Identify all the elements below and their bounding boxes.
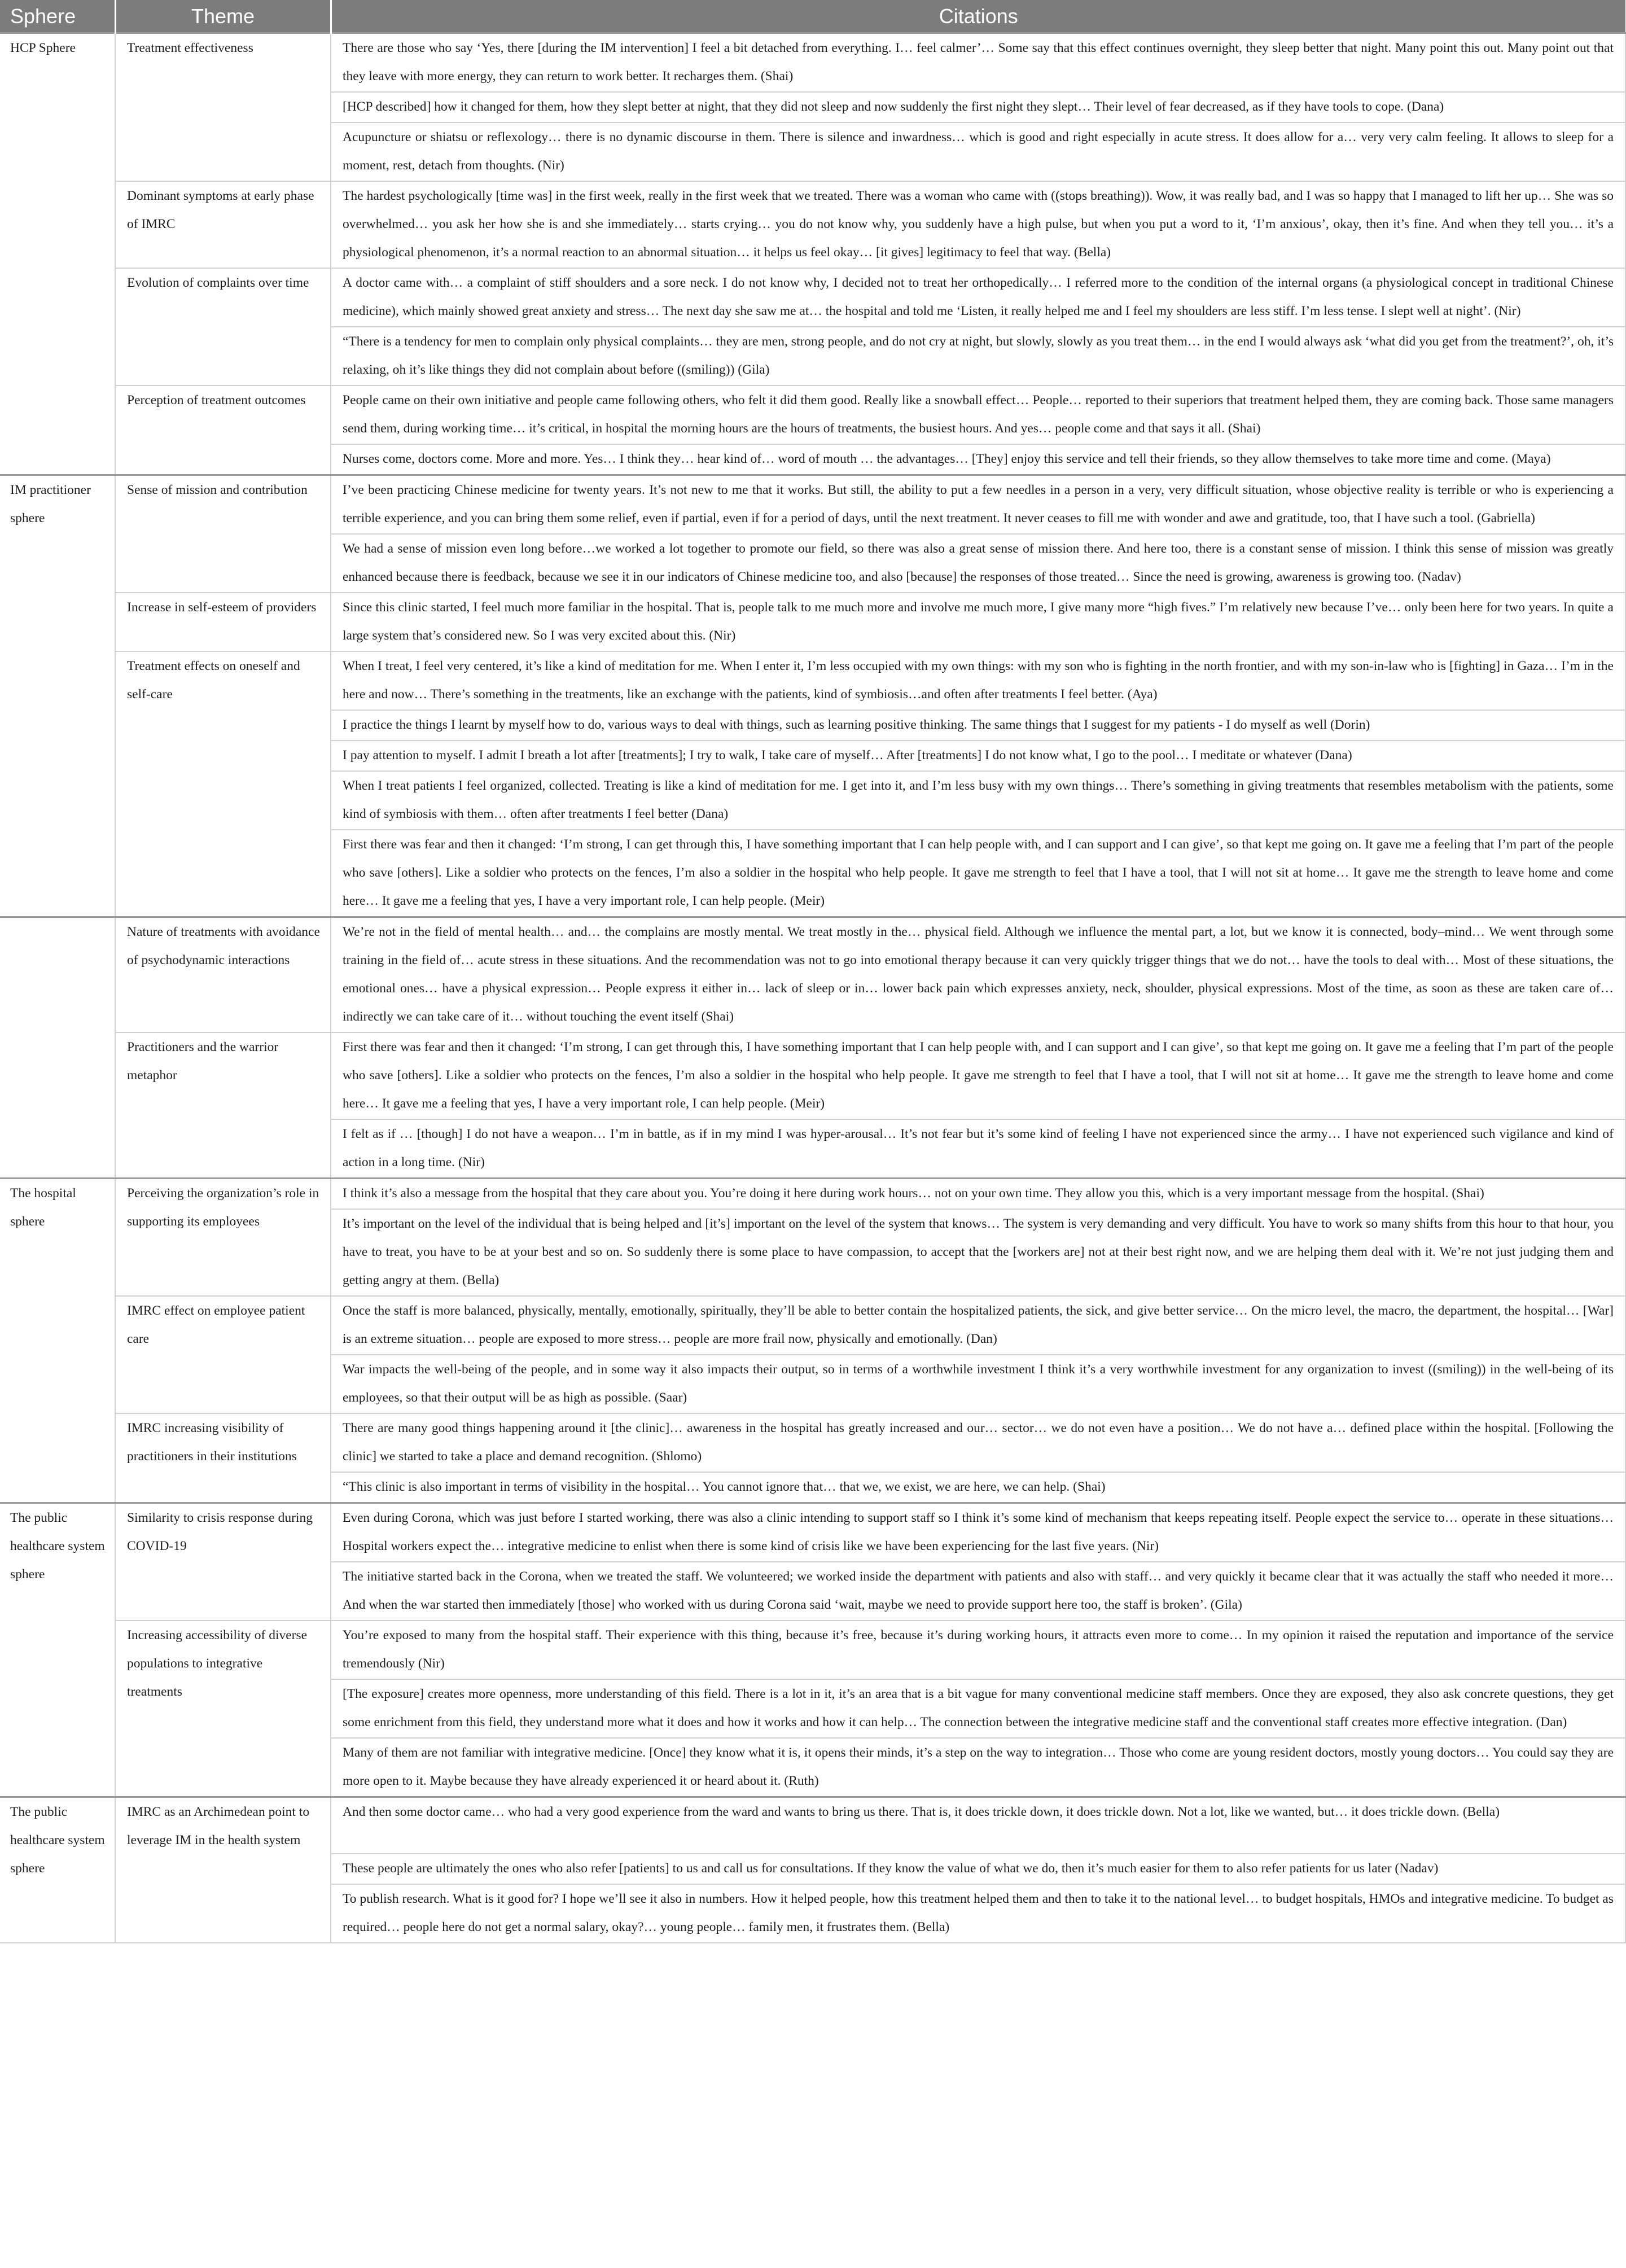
theme-cell: Perception of treatment outcomes xyxy=(115,386,331,475)
citation-cell: I think it’s also a message from the hospital that they care about you. You’re doing it here during work hours… not on your own time. They allow you this, which is a very important message from the hospital. (Shai) xyxy=(331,1179,1625,1210)
citation-cell: Nurses come, doctors come. More and more. Yes… I think they… hear kind of… word of mouth … the advantages… [They] enjoy this service and tell their friends, so they allow themselves to take more time and come. (Maya) xyxy=(331,444,1625,475)
citation-cell: The initiative started back in the Corona, when we treated the staff. We volunteered; we worked inside the department with patients and also with staff… and very quickly it became clear that it was actually the staff who needed it more… And when the war started then immediately [those] who worked with us during Corona said ‘wait, maybe we need to provide support here too, the staff is broken’. (Gila) xyxy=(331,1562,1625,1621)
theme-cell: Perceiving the organization’s role in supporting its employees xyxy=(115,1179,331,1297)
sphere-cell xyxy=(0,917,115,1179)
table-row xyxy=(0,1621,1625,1679)
header-theme: Theme xyxy=(115,0,331,33)
table-row xyxy=(0,33,1625,93)
citation-cell: The hardest psychologically [time was] in the first week, really in the first week that we treated. There was a woman who came with ((stops breathing)). Wow, it was really bad, and I was so happy that I managed to lift her up… She was so overwhelmed… you ask her how she is and she immediately… starts crying… you do not know why, you suddenly have a high pulse, but when you put a word to it, ‘I’m anxious’, okay, then it’s fine. And when they tell you… it’s a physiological phenomenon, it’s a normal reaction to an abnormal situation… it helps us feel okay… [it gives] legitimacy to feel that way. (Bella) xyxy=(331,181,1625,268)
table-row xyxy=(0,1503,1625,1562)
theme-cell: Similarity to crisis response during COVID-19 xyxy=(115,1503,331,1621)
citation-cell: You’re exposed to many from the hospital staff. Their experience with this thing, because it’s free, because it’s during working hours, it attracts even more to come… In my opinion it raised the reputation and importance of the service tremendously (Nir) xyxy=(331,1621,1625,1679)
citation-cell: And then some doctor came… who had a very good experience from the ward and wants to bring us there. That is, it does trickle down, it does trickle down. Not a lot, like we wanted, but… it does trickle down. (Bella) xyxy=(331,1797,1625,1854)
theme-cell: Dominant symptoms at early phase of IMRC xyxy=(115,181,331,268)
citation-cell: There are those who say ‘Yes, there [during the IM intervention] I feel a bit detached from everything. I… feel calmer’… Some say that this effect continues overnight, they sleep better that night. Many point this out. Many point out that they leave with more energy, they can return to work better. It recharges them. (Shai) xyxy=(331,33,1625,93)
sphere-cell: The public healthcare system sphere xyxy=(0,1797,115,1943)
theme-cell: IMRC effect on employee patient care xyxy=(115,1296,331,1413)
citation-cell: Many of them are not familiar with integrative medicine. [Once] they know what it is, it opens their minds, it’s a step on the way to integration… Those who come are young resident doctors, mostly young doctors… You could say they are more open to it. Maybe because they have already experienced it or heard about it. (Ruth) xyxy=(331,1738,1625,1797)
table-row xyxy=(0,593,1625,651)
citation-cell: When I treat patients I feel organized, collected. Treating is like a kind of meditation for me. I get into it, and I’m less busy with my own things… There’s something in giving treatments that resembles metabolism with the patients, some kind of symbiosis with them… often after treatments I feel better (Dana) xyxy=(331,771,1625,830)
theme-cell: Practitioners and the warrior metaphor xyxy=(115,1032,331,1179)
citation-cell: These people are ultimately the ones who also refer [patients] to us and call us for consultations. If they know the value of what we do, then it’s much easier for them to also refer patients for us later (Nadav) xyxy=(331,1854,1625,1884)
sphere-cell: IM practitioner sphere xyxy=(0,475,115,917)
citation-cell: “There is a tendency for men to complain only physical complaints… they are men, strong people, and do not cry at night, but slowly, slowly as you treat them… in the end I would always ask ‘what did you get from the treatment?’, oh, it’s relaxing, oh it’s like things they did not complain about before ((smiling)) (Gila) xyxy=(331,327,1625,386)
table-row xyxy=(0,1797,1625,1854)
citation-cell: There are many good things happening around it [the clinic]… awareness in the hospital has greatly increased and our… sector… we do not even have a position… We do not have a… defined place within the hospital. [Following the clinic] we started to take a place and demand recognition. (Shlomo) xyxy=(331,1413,1625,1472)
theme-cell: Evolution of complaints over time xyxy=(115,268,331,386)
citation-cell: [HCP described] how it changed for them, how they slept better at night, that they did not sleep and now suddenly the first night they slept… Their level of fear decreased, as if they have tools to cope. (Dana) xyxy=(331,92,1625,122)
sphere-cell: HCP Sphere xyxy=(0,33,115,475)
citation-cell: “This clinic is also important in terms of visibility in the hospital… You cannot ignore that… that we, we exist, we are here, we can help. (Shai) xyxy=(331,1472,1625,1503)
table-row xyxy=(0,1296,1625,1355)
theme-cell: Increase in self-esteem of providers xyxy=(115,593,331,651)
header-sphere: Sphere xyxy=(0,0,115,33)
table-body xyxy=(0,33,1625,1943)
citation-cell: We’re not in the field of mental health… and… the complains are mostly mental. We treat mostly in the… physical field. Although we influence the mental part, a lot, but we know it is connected, body–mind… We went through some training in the field of… acute stress in these situations. And the recommendation was not to go into emotional therapy because it can very quickly trigger things that we do not… have the tools to deal with… Most of these situations, the emotional ones… have a physical expression… People express it either in… lack of sleep or in… lower back pain which expresses anxiety, neck, shoulder, physical expressions. Most of the time, as soon as these are taken care of… indirectly we can take care of it… without touching the event itself (Shai) xyxy=(331,917,1625,1033)
citation-cell: I pay attention to myself. I admit I breath a lot after [treatments]; I try to walk, I take care of myself… After [treatments] I do not know what, I go to the pool… I meditate or whatever (Dana) xyxy=(331,741,1625,771)
table-row xyxy=(0,1179,1625,1210)
table-row xyxy=(0,181,1625,268)
theme-cell: Nature of treatments with avoidance of psychodynamic interactions xyxy=(115,917,331,1033)
citation-cell: First there was fear and then it changed: ‘I’m strong, I can get through this, I have something important that I can help people with, and I can support and I can give’, so that kept me going on. It gave me a feeling that I’m part of the people who save [others]. Like a soldier who protects on the fences, I’m also a soldier in the hospital who help people. It gave me strength to feel that I have a tool, that I will not sit at home… It gave me the strength to leave home and come here… It gave me a feeling that yes, I have a very important role, I can help people. (Meir) xyxy=(331,1032,1625,1119)
theme-cell: Increasing accessibility of diverse populations to integrative treatments xyxy=(115,1621,331,1797)
theme-cell: Treatment effectiveness xyxy=(115,33,331,182)
sphere-cell: The hospital sphere xyxy=(0,1179,115,1503)
citation-cell: People came on their own initiative and people came following others, who felt it did them good. Really like a snowball effect… People… reported to their superiors that treatment helped them, they are coming back. Those same managers send them, during working time… it’s critical, in hospital the morning hours are the hours of treatments, the busiest hours. And yes… people come and that says it all. (Shai) xyxy=(331,386,1625,444)
citation-cell: When I treat, I feel very centered, it’s like a kind of meditation for me. When I enter it, I’m less occupied with my own things: with my son who is fighting in the north frontier, and with my son-in-law who is [fighting] in Gaza… I’m in the here and now… There’s something in the treatments, like an exchange with the patients, kind of symbiosis…and often after treatments I feel better. (Aya) xyxy=(331,651,1625,710)
header-citations: Citations xyxy=(331,0,1625,33)
table-row xyxy=(0,1032,1625,1119)
citation-cell: It’s important on the level of the individual that is being helped and [it’s] important on the level of the system that knows… The system is very demanding and very difficult. You have to work so many shifts from this hour to that hour, you have to treat, you have to be at your best and so on. So suddenly there is some place to have compassion, to accept that the [workers are] not at their best right now, and we are helping them deal with it. We’re not just judging them and getting angry at them. (Bella) xyxy=(331,1209,1625,1296)
table-row xyxy=(0,475,1625,535)
table-row xyxy=(0,651,1625,710)
citation-cell: I practice the things I learnt by myself how to do, various ways to deal with things, such as learning positive thinking. The same things that I suggest for my patients - I do myself as well (Dorin) xyxy=(331,710,1625,741)
table-row xyxy=(0,268,1625,327)
citation-cell: To publish research. What is it good for? I hope we’ll see it also in numbers. How it helped people, how this treatment helped them and then to take it to the national level… to budget hospitals, HMOs and integrative medicine. To budget as required… people here do not get a normal salary, okay?… young people… family men, it frustrates them. (Bella) xyxy=(331,1884,1625,1943)
table-row xyxy=(0,917,1625,1033)
citation-cell: I felt as if … [though] I do not have a weapon… I’m in battle, as if in my mind I was hyper-arousal… It’s not fear but it’s some kind of feeling I have not experienced since the army… I have not experienced such vigilance and kind of action in a long time. (Nir) xyxy=(331,1119,1625,1179)
citation-cell: [The exposure] creates more openness, more understanding of this field. There is a lot in it, it’s an area that is a bit vague for many conventional medicine staff members. Once they are exposed, they also ask concrete questions, they get some enrichment from this field, they understand more what it does and how it works and how it can help… The connection between the integrative medicine staff and the conventional staff creates more effective integration. (Dan) xyxy=(331,1679,1625,1738)
citation-cell: Since this clinic started, I feel much more familiar in the hospital. That is, people talk to me much more and involve me much more, I give many more “high fives.” I’m relatively new because I’ve… only been here for two years. In quite a large system that’s considered new. So I was very excited about this. (Nir) xyxy=(331,593,1625,651)
table-row xyxy=(0,386,1625,444)
citation-cell: Acupuncture or shiatsu or reflexology… there is no dynamic discourse in them. There is silence and inwardness… which is good and right especially in acute stress. It does allow for a… very very calm feeling. It allows to sleep for a moment, rest, detach from thoughts. (Nir) xyxy=(331,122,1625,181)
citation-cell: Even during Corona, which was just before I started working, there was also a clinic intending to support staff so I think it’s some kind of mechanism that keeps repeating itself. People expect the service to… operate in these situations… Hospital workers expect the… integrative medicine to enlist when there is some kind of crisis like we have been experiencing for the last five years. (Nir) xyxy=(331,1503,1625,1562)
citation-cell: We had a sense of mission even long before…we worked a lot together to promote our field, so there was also a great sense of mission there. And here too, there is a constant sense of mission. I think this sense of mission was greatly enhanced because there is feedback, because we see it in our indicators of Chinese medicine too, and also [because] the responses of those treated… Since the need is growing, awareness is growing too. (Nadav) xyxy=(331,534,1625,593)
sphere-cell: The public healthcare system sphere xyxy=(0,1503,115,1797)
citation-cell: War impacts the well-being of the people, and in some way it also impacts their output, so in terms of a worthwhile investment I think it’s a very worthwhile investment for any organization to invest ((smiling)) in the well-being of its employees, so that their output will be as high as possible. (Saar) xyxy=(331,1355,1625,1413)
citation-cell: I’ve been practicing Chinese medicine for twenty years. It’s not new to me that it works. But still, the ability to put a few needles in a person in a very, very difficult situation, whose objective reality is terrible or who is experiencing a terrible experience, and you can bring them some relief, even if partial, even if for a period of days, until the next treatment. It never ceases to fill me with wonder and awe and gratitude, too, that I have such a tool. (Gabriella) xyxy=(331,475,1625,535)
theme-cell: IMRC increasing visibility of practitioners in their institutions xyxy=(115,1413,331,1503)
citation-cell: A doctor came with… a complaint of stiff shoulders and a sore neck. I do not know why, I decided not to treat her orthopedically… I referred more to the condition of the internal organs (a physiological concept in traditional Chinese medicine), which mainly showed great anxiety and stress… The next day she saw me at… the hospital and told me ‘Listen, it really helped me and I feel my shoulders are less stiff. I’m less tense. I slept well at night’. (Nir) xyxy=(331,268,1625,327)
theme-cell: Sense of mission and contribution xyxy=(115,475,331,593)
theme-cell: IMRC as an Archimedean point to leverage IM in the health system xyxy=(115,1797,331,1943)
citation-cell: First there was fear and then it changed: ‘I’m strong, I can get through this, I have something important that I can help people with, and I can support and I can give’, so that kept me going on. It gave me a feeling that I’m part of the people who save [others]. Like a soldier who protects on the fences, I’m also a soldier in the hospital who help people. It gave me strength to feel that I have a tool, that I will not sit at home… It gave me the strength to leave home and come here… It gave me a feeling that yes, I have a very important role, I can help people. (Meir) xyxy=(331,830,1625,917)
citation-cell: Once the staff is more balanced, physically, mentally, emotionally, spiritually, they’ll be able to better contain the hospitalized patients, the sick, and give better service… On the micro level, the macro, the department, the hospital… [War] is an extreme situation… people are exposed to more stress… people are more frail now, physically and emotionally. (Dan) xyxy=(331,1296,1625,1355)
table-header-row xyxy=(0,0,1625,33)
table-row xyxy=(0,1413,1625,1472)
theme-cell: Treatment effects on oneself and self-care xyxy=(115,651,331,917)
